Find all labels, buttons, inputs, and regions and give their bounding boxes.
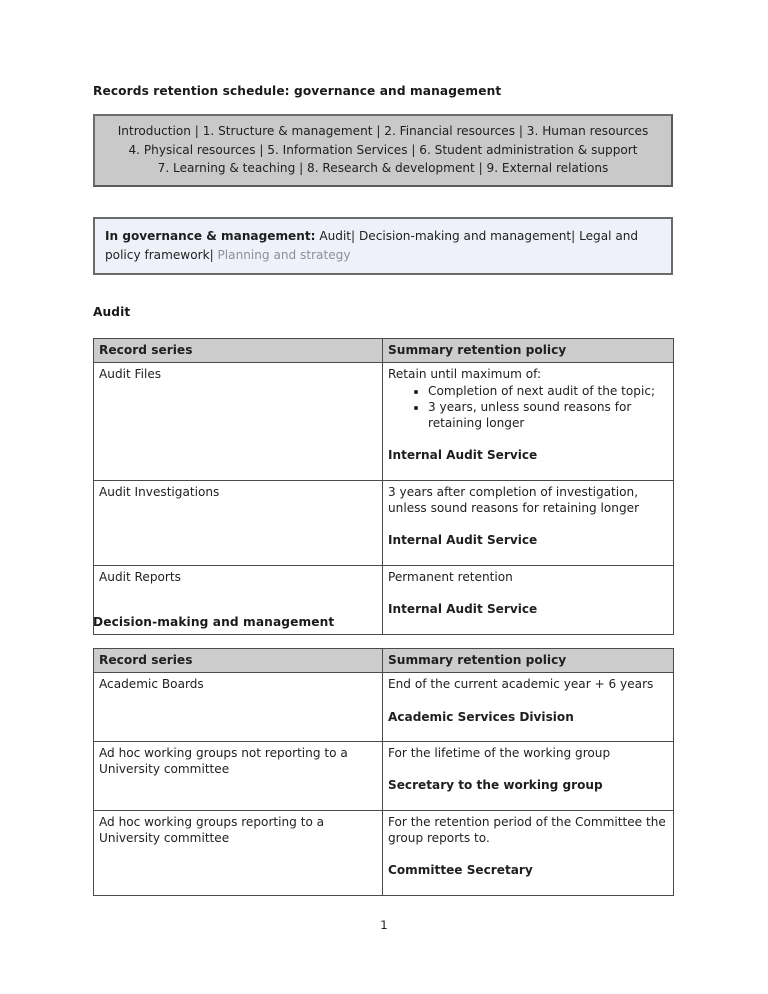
policy-lead-text: For the retention period of the Committee the group reports to. (388, 814, 666, 845)
nav-line-2[interactable]: 4. Physical resources | 5. Information Services | 6. Student administration & support (128, 142, 638, 157)
column-header-summary-retention-policy: Summary retention policy (383, 649, 674, 673)
table-header-row (94, 649, 674, 673)
policy-owner: Committee Secretary (388, 863, 533, 878)
nav-line-3[interactable]: 7. Learning & teaching | 8. Research & development | 9. External relations (157, 161, 609, 176)
governance-nav-current-link[interactable]: Planning and strategy (217, 247, 351, 262)
policy-lead-text: Permanent retention (388, 569, 513, 584)
policy-bullet-list (388, 383, 668, 432)
section-heading-decision-making-and-management: Decision-making and management (93, 615, 335, 629)
section-heading-audit: Audit (93, 305, 131, 319)
cell-record-series: Academic Boards (94, 673, 383, 742)
cell-retention-policy (383, 673, 674, 742)
column-header-record-series: Record series (94, 339, 383, 363)
cell-retention-policy (383, 810, 674, 895)
policy-owner: Internal Audit Service (388, 602, 538, 617)
column-header-summary-retention-policy: Summary retention policy (383, 339, 674, 363)
cell-record-series: Audit Investigations (94, 480, 383, 565)
policy-lead-text: Retain until maximum of: (388, 367, 542, 382)
policy-lead-text: End of the current academic year + 6 years (388, 677, 654, 692)
cell-record-series: Ad hoc working groups reporting to a University committee (94, 810, 383, 895)
policy-lead-text: For the lifetime of the working group (388, 745, 611, 760)
table-row (94, 810, 674, 895)
policy-owner: Internal Audit Service (388, 448, 538, 463)
cell-record-series: Ad hoc working groups not reporting to a University committee (94, 741, 383, 810)
policy-owner: Secretary to the working group (388, 778, 603, 793)
policy-lead-text: 3 years after completion of investigation, unless sound reasons for retaining longer (388, 484, 640, 516)
page-title: Records retention schedule: governance and management (93, 84, 502, 98)
governance-subsection-navigation[interactable] (93, 217, 673, 275)
schedule-section-navigation[interactable] (93, 114, 673, 187)
policy-bullet: • Completion of next audit of the topic; (428, 383, 668, 399)
policy-bullet: • 3 years, unless sound reasons for retaining longer (428, 399, 668, 432)
cell-record-series: Audit Files (94, 363, 383, 481)
table-header-row (94, 339, 674, 363)
cell-retention-policy (383, 480, 674, 565)
table-row (94, 673, 674, 742)
page-number: 1 (380, 918, 388, 932)
table-row (94, 480, 674, 565)
cell-retention-policy (383, 565, 674, 634)
cell-record-series: Audit Reports (94, 565, 383, 634)
retention-table-decision-making (93, 648, 674, 896)
policy-owner: Internal Audit Service (388, 533, 538, 548)
governance-nav-label: In governance & management: (105, 229, 316, 243)
table-row (94, 363, 674, 481)
retention-table-audit (93, 338, 674, 635)
nav-line-1[interactable]: Introduction | 1. Structure & management | 2. Financial resources | 3. Human resources (117, 124, 649, 138)
table-row (94, 741, 674, 810)
policy-owner: Academic Services Division (388, 709, 574, 724)
column-header-record-series: Record series (94, 649, 383, 673)
governance-nav-links[interactable]: Audit| Decision-making and management| Legal and policy framework| (105, 229, 639, 262)
cell-retention-policy (383, 363, 674, 481)
cell-retention-policy (383, 741, 674, 810)
